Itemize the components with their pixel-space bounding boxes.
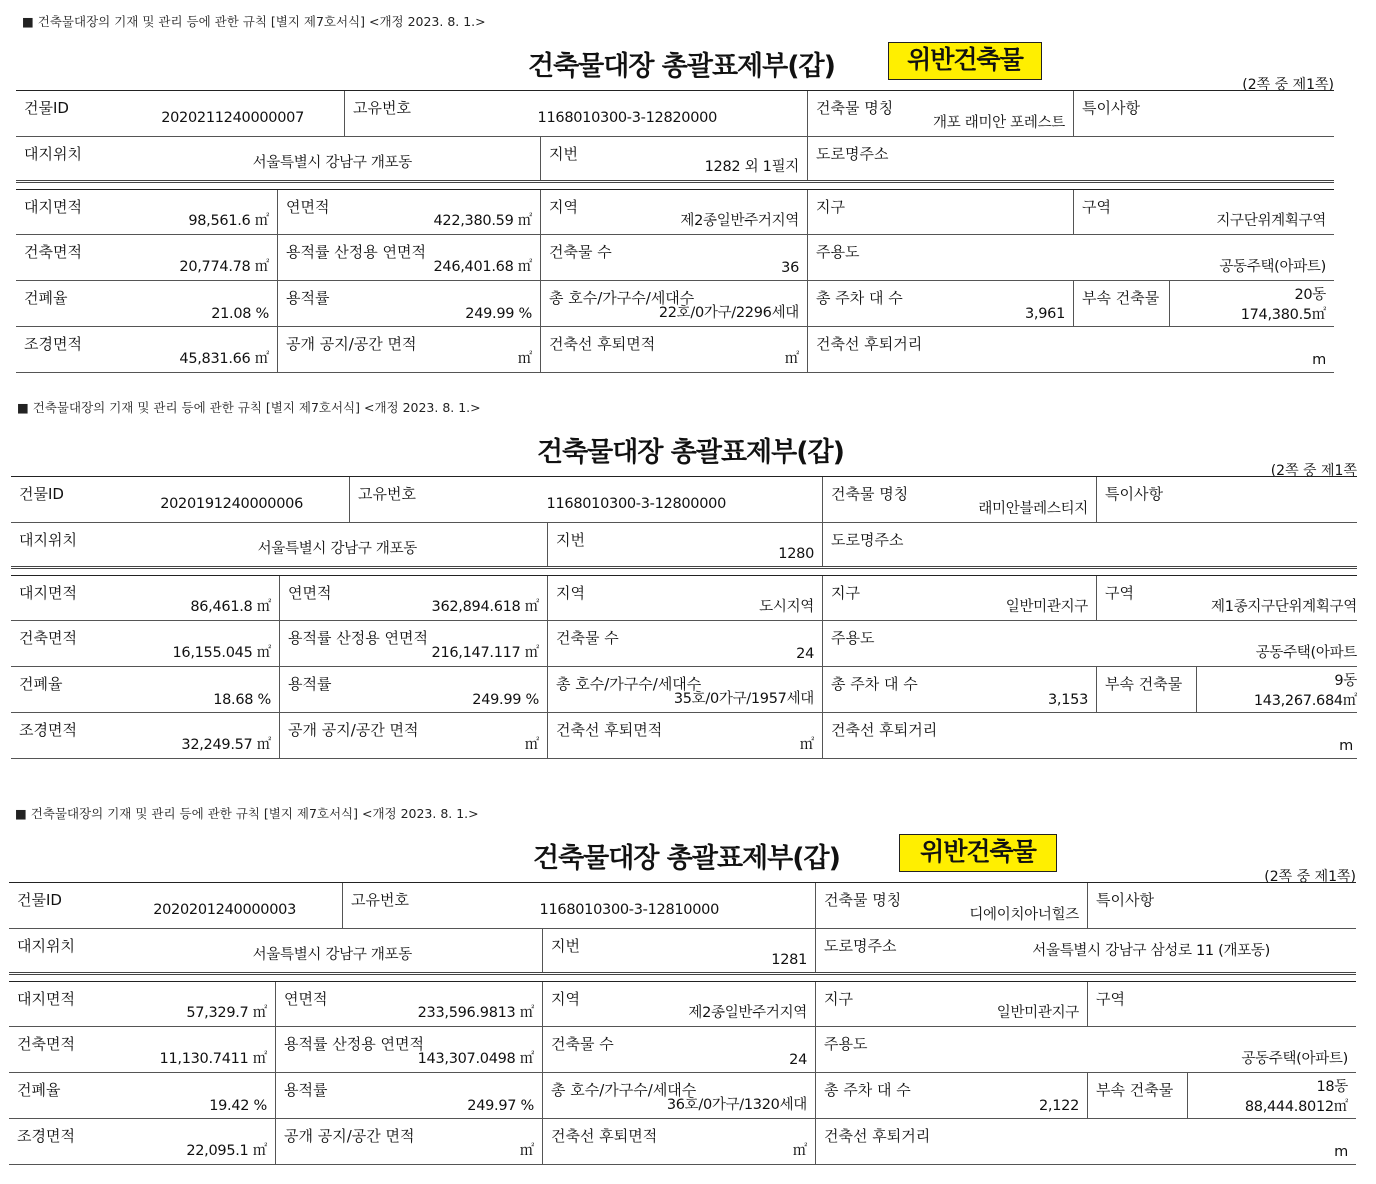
cell-open-space (275, 1119, 542, 1164)
value: 249.99 % (472, 692, 539, 708)
value: 16,155.045 ㎡ (172, 645, 271, 661)
table-row (11, 713, 1357, 759)
page-indicator: (2쪽 중 제1쪽) (1242, 77, 1334, 93)
label: 건폐율 (17, 1081, 61, 1099)
cell-road-address (807, 137, 1334, 180)
label: 연면적 (286, 198, 330, 216)
value: 도시지역 (759, 599, 814, 615)
label: 조경면적 (17, 1127, 75, 1145)
label: 총 호수/가구수/세대수 (549, 289, 695, 307)
cell-far-floor-area (277, 235, 540, 280)
label: 지구 (824, 990, 853, 1008)
label: 공개 공지/공간 면적 (286, 335, 417, 353)
label: 건물ID (19, 485, 64, 503)
register-2 (11, 390, 1357, 759)
value: 19.42 % (209, 1098, 267, 1114)
cell-region (547, 576, 822, 620)
value: 362,894.618 ㎡ (431, 599, 539, 615)
annex-count: 20동 (1294, 287, 1326, 303)
cell-landscape-area (16, 327, 277, 372)
label: 주용도 (824, 1035, 868, 1053)
cell-total-floor-area (279, 576, 547, 620)
label: 지번 (556, 531, 585, 549)
cell-building-area (11, 621, 279, 666)
value: 공동주택(아파트 (1255, 645, 1357, 661)
register-table (11, 476, 1357, 759)
table-row (16, 281, 1334, 327)
cell-zone (1096, 576, 1357, 620)
value: 제2종일반주거지역 (688, 1005, 807, 1021)
table-row (16, 327, 1334, 373)
cell-road-address (815, 929, 1356, 972)
label: 건축면적 (19, 629, 77, 647)
label: 건폐율 (24, 289, 68, 307)
cell-district (822, 576, 1096, 620)
value: 22호/0가구/2296세대 (658, 305, 799, 321)
value: 3,961 (1024, 306, 1065, 322)
cell-parking (815, 1073, 1087, 1118)
document-title: 건축물대장 총괄표제부(갑) (528, 51, 835, 82)
cell-site-area (11, 576, 279, 620)
label: 지구 (816, 198, 845, 216)
label: 건축선 후퇴거리 (816, 335, 923, 353)
value: 디에이치아너힐즈 (969, 907, 1079, 923)
value: 22,095.1 ㎡ (186, 1143, 267, 1159)
value: 98,561.6 ㎡ (188, 213, 269, 229)
value: 36 (781, 260, 799, 276)
table-row (9, 1119, 1356, 1165)
cell-region (542, 982, 815, 1026)
table-row (9, 981, 1356, 1027)
cell-setback-area (542, 1119, 815, 1164)
value: 개포 래미안 포레스트 (933, 115, 1065, 131)
regulation-note: ■ 건축물대장의 기재 및 관리 등에 관한 규칙 [별지 제7호서식] <개정 2023. 8. 1.> (22, 14, 486, 29)
value: 233,596.9813 ㎡ (417, 1005, 534, 1021)
value: 45,831.66 ㎡ (179, 351, 269, 367)
label: 건축선 후퇴면적 (549, 335, 656, 353)
cell-lot-no (542, 929, 815, 972)
cell-total-floor-area (277, 190, 540, 234)
label: 고유번호 (351, 891, 409, 909)
cell-units (540, 281, 807, 326)
label: 고유번호 (353, 99, 411, 117)
cell-building-id (16, 91, 344, 136)
label: 고유번호 (358, 485, 416, 503)
label: 구역 (1105, 584, 1134, 602)
label: 총 주차 대 수 (831, 675, 918, 693)
value: 246,401.68 ㎡ (433, 259, 532, 275)
label: 도로명주소 (824, 937, 897, 955)
cell-building-area (9, 1027, 275, 1072)
value: 86,461.8 ㎡ (190, 599, 271, 615)
value: 일반미관지구 (1005, 599, 1088, 615)
cell-building-count (542, 1027, 815, 1072)
cell-district (807, 190, 1073, 234)
label: 부속 건축물 (1096, 1081, 1174, 1099)
value: 3,153 (1047, 692, 1088, 708)
value: 1168010300-3-12810000 (539, 902, 719, 918)
cell-annex-label (1087, 1073, 1187, 1118)
label: 특이사항 (1105, 485, 1163, 503)
table-row (11, 523, 1357, 569)
label: 대지위치 (17, 937, 75, 955)
value: 36호/0가구/1320세대 (666, 1097, 807, 1113)
label: 건축물 명칭 (831, 485, 909, 503)
register-table (16, 90, 1334, 373)
label: 지역 (556, 584, 585, 602)
label: 공개 공지/공간 면적 (288, 721, 419, 739)
cell-main-use (822, 621, 1357, 666)
cell-coverage-ratio (16, 281, 277, 326)
label: 건축물 명칭 (816, 99, 894, 117)
value: 57,329.7 ㎡ (186, 1005, 267, 1021)
cell-unique-no (349, 477, 822, 522)
table-row (11, 575, 1357, 621)
value: 공동주택(아파트) (1219, 259, 1326, 275)
value: 35호/0가구/1957세대 (673, 691, 814, 707)
cell-remarks (1087, 883, 1356, 928)
value: 2,122 (1038, 1098, 1079, 1114)
label: 연면적 (288, 584, 332, 602)
cell-parking (822, 667, 1096, 712)
label: 주용도 (831, 629, 875, 647)
label: 총 주차 대 수 (816, 289, 903, 307)
value: ㎡ (784, 351, 799, 367)
value: m (1339, 738, 1353, 754)
label: 부속 건축물 (1082, 289, 1160, 307)
cell-far-floor-area (275, 1027, 542, 1072)
value: ㎡ (792, 1143, 807, 1159)
cell-landscape-area (11, 713, 279, 758)
label: 구역 (1096, 990, 1125, 1008)
value: 24 (789, 1052, 807, 1068)
cell-parking (807, 281, 1073, 326)
cell-region (540, 190, 807, 234)
cell-floor-area-ratio (279, 667, 547, 712)
label: 특이사항 (1096, 891, 1154, 909)
cell-coverage-ratio (11, 667, 279, 712)
cell-building-count (547, 621, 822, 666)
register-table (9, 882, 1356, 1165)
cell-zone (1087, 982, 1356, 1026)
value: 서울특별시 강남구 개포동 (252, 947, 412, 963)
regulation-note: ■ 건축물대장의 기재 및 관리 등에 관한 규칙 [별지 제7호서식] <개정 2023. 8. 1.> (15, 806, 479, 821)
cell-site-area (9, 982, 275, 1026)
value: 216,147.117 ㎡ (431, 645, 539, 661)
table-row (9, 883, 1356, 929)
cell-setback-distance (807, 327, 1334, 372)
table-row (9, 1027, 1356, 1073)
value: 공동주택(아파트) (1241, 1051, 1348, 1067)
value: ㎡ (799, 737, 814, 753)
label: 조경면적 (24, 335, 82, 353)
label: 대지면적 (19, 584, 77, 602)
cell-landscape-area (9, 1119, 275, 1164)
value: 일반미관지구 (996, 1005, 1079, 1021)
page-indicator: (2쪽 중 제1쪽 (1270, 463, 1357, 479)
label: 공개 공지/공간 면적 (284, 1127, 415, 1145)
cell-units (547, 667, 822, 712)
register-header (16, 4, 1334, 93)
cell-coverage-ratio (9, 1073, 275, 1118)
label: 지구 (831, 584, 860, 602)
label: 용적률 산정용 연면적 (288, 629, 428, 647)
label: 지역 (549, 198, 578, 216)
value: 143,307.0498 ㎡ (417, 1051, 534, 1067)
cell-lot-no (540, 137, 807, 180)
table-row (9, 1073, 1356, 1119)
table-row (16, 189, 1334, 235)
cell-building-count (540, 235, 807, 280)
cell-units (542, 1073, 815, 1118)
cell-annex-value (1196, 667, 1357, 712)
value: 1168010300-3-12800000 (546, 496, 726, 512)
cell-annex-value (1169, 281, 1334, 326)
label: 건축선 후퇴거리 (831, 721, 938, 739)
value: 249.97 % (467, 1098, 534, 1114)
label: 건축물 명칭 (824, 891, 902, 909)
cell-site-area (16, 190, 277, 234)
label: 건폐율 (19, 675, 63, 693)
document-title: 건축물대장 총괄표제부(갑) (537, 437, 844, 468)
value: 11,130.7411 ㎡ (159, 1051, 267, 1067)
label: 건물ID (17, 891, 62, 909)
cell-building-name (807, 91, 1073, 136)
label: 지번 (549, 145, 578, 163)
value: 지구단위계획구역 (1216, 213, 1326, 229)
value: 249.99 % (465, 306, 532, 322)
label: 건축선 후퇴거리 (824, 1127, 931, 1145)
value: 래미안블레스티지 (978, 501, 1088, 517)
label: 지역 (551, 990, 580, 1008)
table-row (11, 621, 1357, 667)
cell-remarks (1096, 477, 1357, 522)
cell-setback-distance (815, 1119, 1356, 1164)
table-row (11, 667, 1357, 713)
label: 총 주차 대 수 (824, 1081, 911, 1099)
label: 건물ID (24, 99, 69, 117)
value: ㎡ (524, 737, 539, 753)
cell-site-location (16, 137, 540, 180)
violation-badge: 위반건축물 (899, 834, 1057, 872)
table-row (16, 91, 1334, 137)
label: 대지면적 (24, 198, 82, 216)
page-indicator: (2쪽 중 제1쪽) (1264, 869, 1356, 885)
value: 2020211240000007 (161, 110, 304, 126)
cell-remarks (1073, 91, 1334, 136)
cell-site-location (9, 929, 542, 972)
annex-count: 9동 (1334, 673, 1357, 689)
value: 18.68 % (213, 692, 271, 708)
value: m (1334, 1144, 1348, 1160)
register-3 (9, 796, 1356, 1165)
value: 24 (796, 646, 814, 662)
value: 32,249.57 ㎡ (181, 737, 271, 753)
cell-unique-no (342, 883, 815, 928)
label: 대지위치 (24, 145, 82, 163)
label: 부속 건축물 (1105, 675, 1183, 693)
register-header (11, 390, 1357, 479)
value: ㎡ (517, 351, 532, 367)
value: 422,380.59 ㎡ (433, 213, 532, 229)
label: 특이사항 (1082, 99, 1140, 117)
cell-building-id (11, 477, 349, 522)
table-row (9, 929, 1356, 975)
label: 도로명주소 (816, 145, 889, 163)
cell-main-use (815, 1027, 1356, 1072)
label: 총 호수/가구수/세대수 (551, 1081, 697, 1099)
annex-count: 18동 (1316, 1079, 1348, 1095)
document-title: 건축물대장 총괄표제부(갑) (533, 843, 840, 874)
label: 건축면적 (17, 1035, 75, 1053)
label: 건축선 후퇴면적 (551, 1127, 658, 1145)
violation-badge: 위반건축물 (888, 42, 1042, 80)
value: 20,774.78 ㎡ (179, 259, 269, 275)
cell-open-space (277, 327, 540, 372)
cell-open-space (279, 713, 547, 758)
table-row (16, 137, 1334, 183)
value: 1280 (778, 546, 814, 562)
cell-annex-label (1096, 667, 1196, 712)
cell-building-id (9, 883, 342, 928)
value: 2020201240000003 (153, 902, 296, 918)
cell-zone (1073, 190, 1334, 234)
regulation-note: ■ 건축물대장의 기재 및 관리 등에 관한 규칙 [별지 제7호서식] <개정 2023. 8. 1.> (17, 400, 481, 415)
cell-building-name (815, 883, 1087, 928)
value: 제2종일반주거지역 (680, 213, 799, 229)
value: 2020191240000006 (160, 496, 303, 512)
label: 용적률 (288, 675, 332, 693)
cell-main-use (807, 235, 1334, 280)
label: 총 호수/가구수/세대수 (556, 675, 702, 693)
label: 건축면적 (24, 243, 82, 261)
annex-area: 143,267.684㎡ (1253, 693, 1357, 709)
label: 건축물 수 (549, 243, 612, 261)
cell-road-address (822, 523, 1357, 566)
cell-floor-area-ratio (275, 1073, 542, 1118)
value: m (1312, 352, 1326, 368)
annex-area: 88,444.8012㎡ (1244, 1099, 1348, 1115)
value: 서울특별시 강남구 개포동 (252, 155, 412, 171)
cell-far-floor-area (279, 621, 547, 666)
cell-building-name (822, 477, 1096, 522)
table-row (16, 235, 1334, 281)
label: 대지면적 (17, 990, 75, 1008)
annex-area: 174,380.5㎡ (1240, 307, 1326, 323)
label: 구역 (1082, 198, 1111, 216)
label: 용적률 (286, 289, 330, 307)
value: 1281 (771, 952, 807, 968)
label: 조경면적 (19, 721, 77, 739)
cell-setback-area (547, 713, 822, 758)
value: 21.08 % (211, 306, 269, 322)
value: 1282 외 1필지 (704, 159, 799, 175)
label: 건축물 수 (551, 1035, 614, 1053)
value: 제1종지구단위계획구역 (1211, 599, 1357, 615)
cell-total-floor-area (275, 982, 542, 1026)
cell-district (815, 982, 1087, 1026)
value: 서울특별시 강남구 삼성로 11 (개포동) (1032, 943, 1270, 959)
label: 지번 (551, 937, 580, 955)
label: 대지위치 (19, 531, 77, 549)
value: 서울특별시 강남구 개포동 (257, 541, 417, 557)
cell-setback-distance (822, 713, 1357, 758)
label: 도로명주소 (831, 531, 904, 549)
value: 1168010300-3-12820000 (537, 110, 717, 126)
label: 건축물 수 (556, 629, 619, 647)
cell-building-area (16, 235, 277, 280)
label: 용적률 산정용 연면적 (286, 243, 426, 261)
cell-annex-label (1073, 281, 1169, 326)
table-row (11, 477, 1357, 523)
register-header (9, 796, 1356, 885)
cell-lot-no (547, 523, 822, 566)
cell-unique-no (344, 91, 807, 136)
label: 건축선 후퇴면적 (556, 721, 663, 739)
cell-setback-area (540, 327, 807, 372)
cell-annex-value (1187, 1073, 1356, 1118)
cell-floor-area-ratio (277, 281, 540, 326)
label: 주용도 (816, 243, 860, 261)
cell-site-location (11, 523, 547, 566)
label: 연면적 (284, 990, 328, 1008)
register-1 (16, 4, 1334, 373)
label: 용적률 (284, 1081, 328, 1099)
label: 용적률 산정용 연면적 (284, 1035, 424, 1053)
value: ㎡ (519, 1143, 534, 1159)
